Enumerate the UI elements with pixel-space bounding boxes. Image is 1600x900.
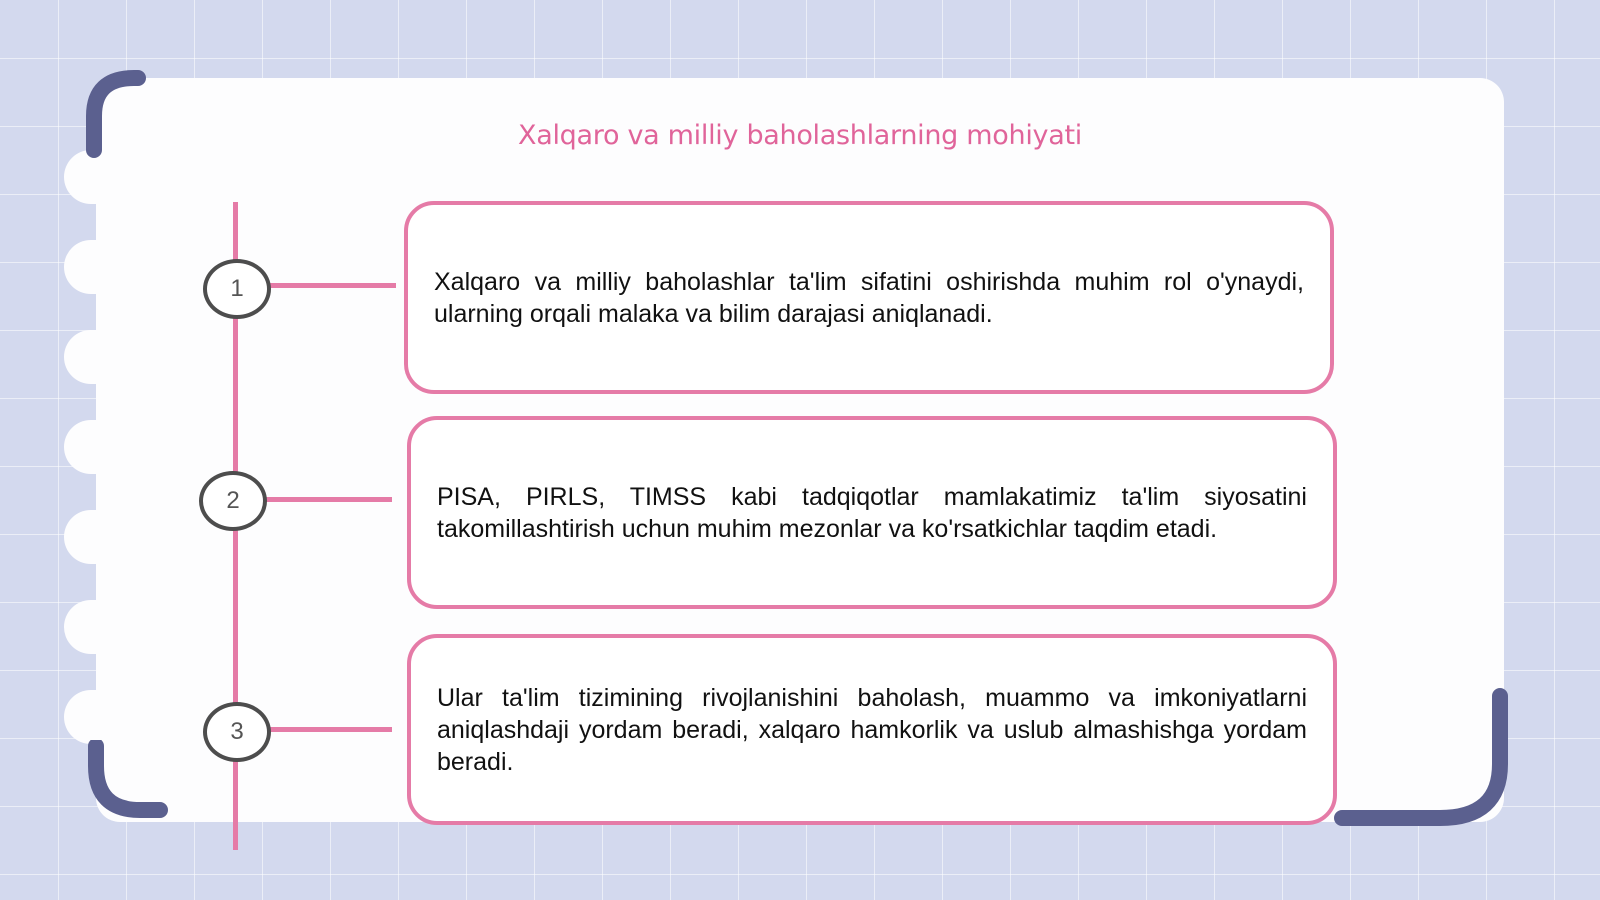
timeline-connector xyxy=(268,727,392,732)
scallop-edge xyxy=(64,420,124,474)
step-number: 2 xyxy=(226,487,240,514)
step-number: 1 xyxy=(230,275,244,302)
step-text: Ular ta'lim tizimining rivojlanishini baholash, muammo va imkoniyatlarni aniqlashdaji yordam beradi, xalqaro hamkorlik va uslub almashishga yordam beradi. xyxy=(437,683,1307,776)
step-number: 3 xyxy=(230,718,244,745)
step-number-circle xyxy=(199,471,267,531)
timeline-connector xyxy=(264,497,392,502)
step-text: Xalqaro va milliy baholashlar ta'lim sifatini oshirishda muhim rol o'ynaydi, ularning orqali malaka va bilim darajasi aniqlanadi. xyxy=(434,267,1304,328)
timeline-connector xyxy=(268,283,396,288)
scallop-edge xyxy=(64,330,124,384)
slide-title: Xalqaro va milliy baholashlarning mohiyati xyxy=(518,120,1082,151)
step-card xyxy=(407,634,1337,825)
corner-bracket-bottom-right xyxy=(1330,684,1530,844)
scallop-edge xyxy=(64,240,124,294)
scallop-edge xyxy=(64,510,124,564)
corner-bracket-bottom-left xyxy=(84,740,184,840)
step-number-circle xyxy=(203,259,271,319)
step-card xyxy=(404,201,1334,394)
step-card xyxy=(407,416,1337,609)
corner-bracket-top-left xyxy=(84,66,164,166)
scallop-edge xyxy=(64,690,124,744)
step-text: PISA, PIRLS, TIMSS kabi tadqiqotlar mamlakatimiz ta'lim siyosatini takomillashtirish uchun muhim mezonlar va ko'rsatkichlar taqdim etadi. xyxy=(437,482,1307,543)
step-number-circle xyxy=(203,702,271,762)
scallop-edge xyxy=(64,600,124,654)
